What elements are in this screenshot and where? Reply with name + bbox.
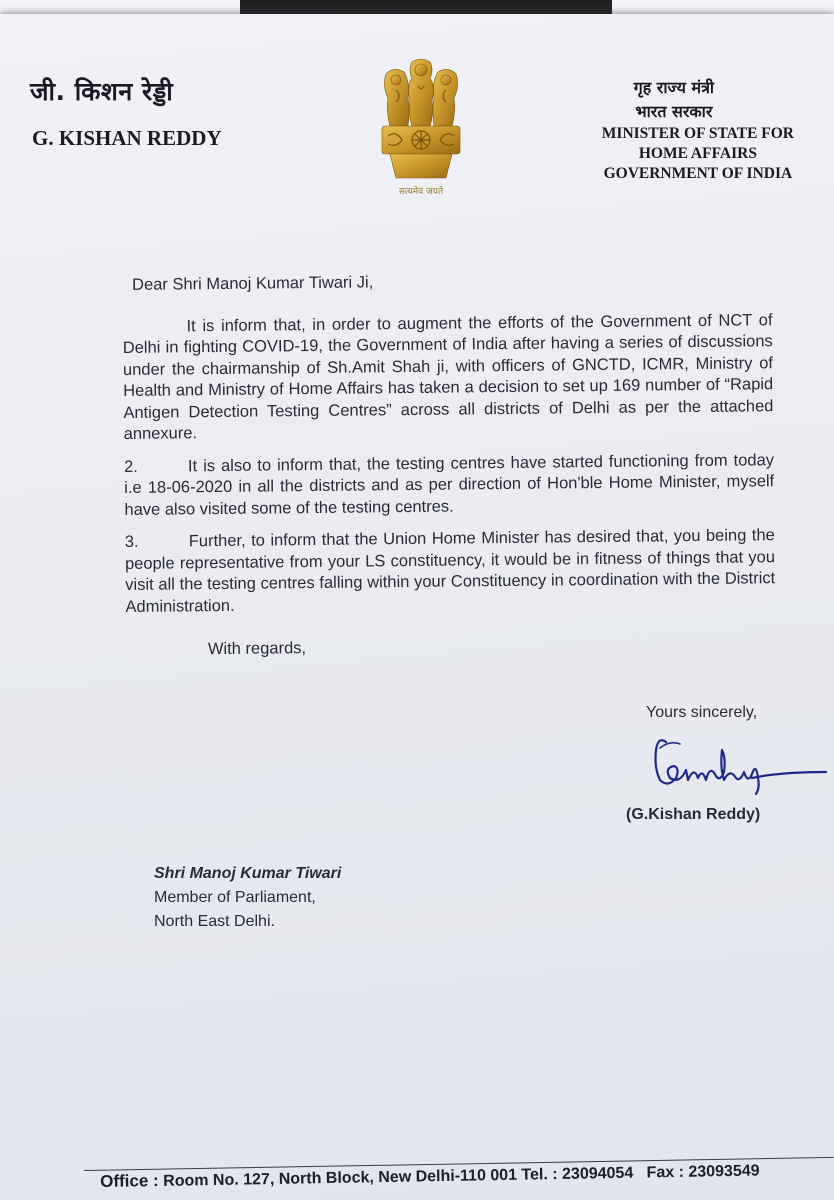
- ministry-english-line: MINISTER OF STATE FOR: [601, 125, 794, 142]
- fax-label: Fax :: [646, 1163, 685, 1182]
- paragraph-number: 2.: [123, 457, 138, 476]
- signature-image: [640, 728, 830, 798]
- ministry-hindi-line: भारत सरकार: [635, 102, 713, 121]
- tel-label: Tel. :: [521, 1166, 558, 1184]
- office-address: Room No. 127, North Block, New Delhi-110 001: [163, 1166, 518, 1190]
- ministry-english-line: GOVERNMENT OF INDIA: [603, 165, 793, 182]
- ministry-hindi-line: गृह राज्य मंत्री: [633, 78, 715, 97]
- recipient-name: Shri Manoj Kumar Tiwari: [154, 865, 342, 882]
- paragraph-text: It is also to inform that, the testing centres have started functioning from today i.e 18-06-2020 in all the districts and as per direction of Hon'ble Home Minister, myself have also visited some of the testing centres.: [124, 450, 775, 519]
- paragraph-2: [124, 450, 775, 521]
- letterhead-name-english: G. KISHAN REDDY: [32, 126, 222, 150]
- letterhead-name-hindi: जी. किशन रेड्डी: [30, 77, 174, 106]
- paragraph-text: It is inform that, in order to augment the efforts of the Government of NCT of Delhi in fighting COVID-19, the Government of India after having a series of discussions under the chairmanship of Sh.Amit Shah ji, with officers of GNCTD, ICMR, Ministry of Health and Ministry of Home Affairs has taken a decision to set up 169 number of “Rapid Antigen Detection Testing Centres” across all districts of Delhi as per the attached annexure.: [122, 310, 774, 443]
- recipient-block: [154, 862, 341, 934]
- recipient-line: North East Delhi.: [154, 913, 275, 930]
- recipient-line: Member of Parliament,: [154, 889, 316, 906]
- letter-body: [122, 268, 776, 661]
- emblem-motto: सत्यमेव जयते: [398, 187, 444, 197]
- paragraph-1: [122, 310, 773, 446]
- fax-number: 23093549: [688, 1162, 760, 1181]
- tel-number: 23094054: [561, 1164, 634, 1183]
- paragraph-3: [125, 525, 776, 618]
- paragraph-number: 3.: [124, 532, 139, 551]
- paragraph-text: Further, to inform that the Union Home Minister has desired that, you being the people representative from your LS constituency, it would be in fitness of things that you visit all the testing centres falling within your Constituency in coordination with the District Administration.: [124, 526, 776, 616]
- salutation: Dear Shri Manoj Kumar Tiwari Ji,: [132, 273, 374, 294]
- signer-name: (G.Kishan Reddy): [626, 806, 761, 823]
- closing: With regards,: [207, 639, 307, 659]
- valediction: Yours sincerely,: [646, 704, 758, 721]
- ministry-block: [602, 76, 794, 184]
- office-label: Office :: [100, 1170, 159, 1191]
- ministry-english-line: HOME AFFAIRS: [638, 145, 757, 162]
